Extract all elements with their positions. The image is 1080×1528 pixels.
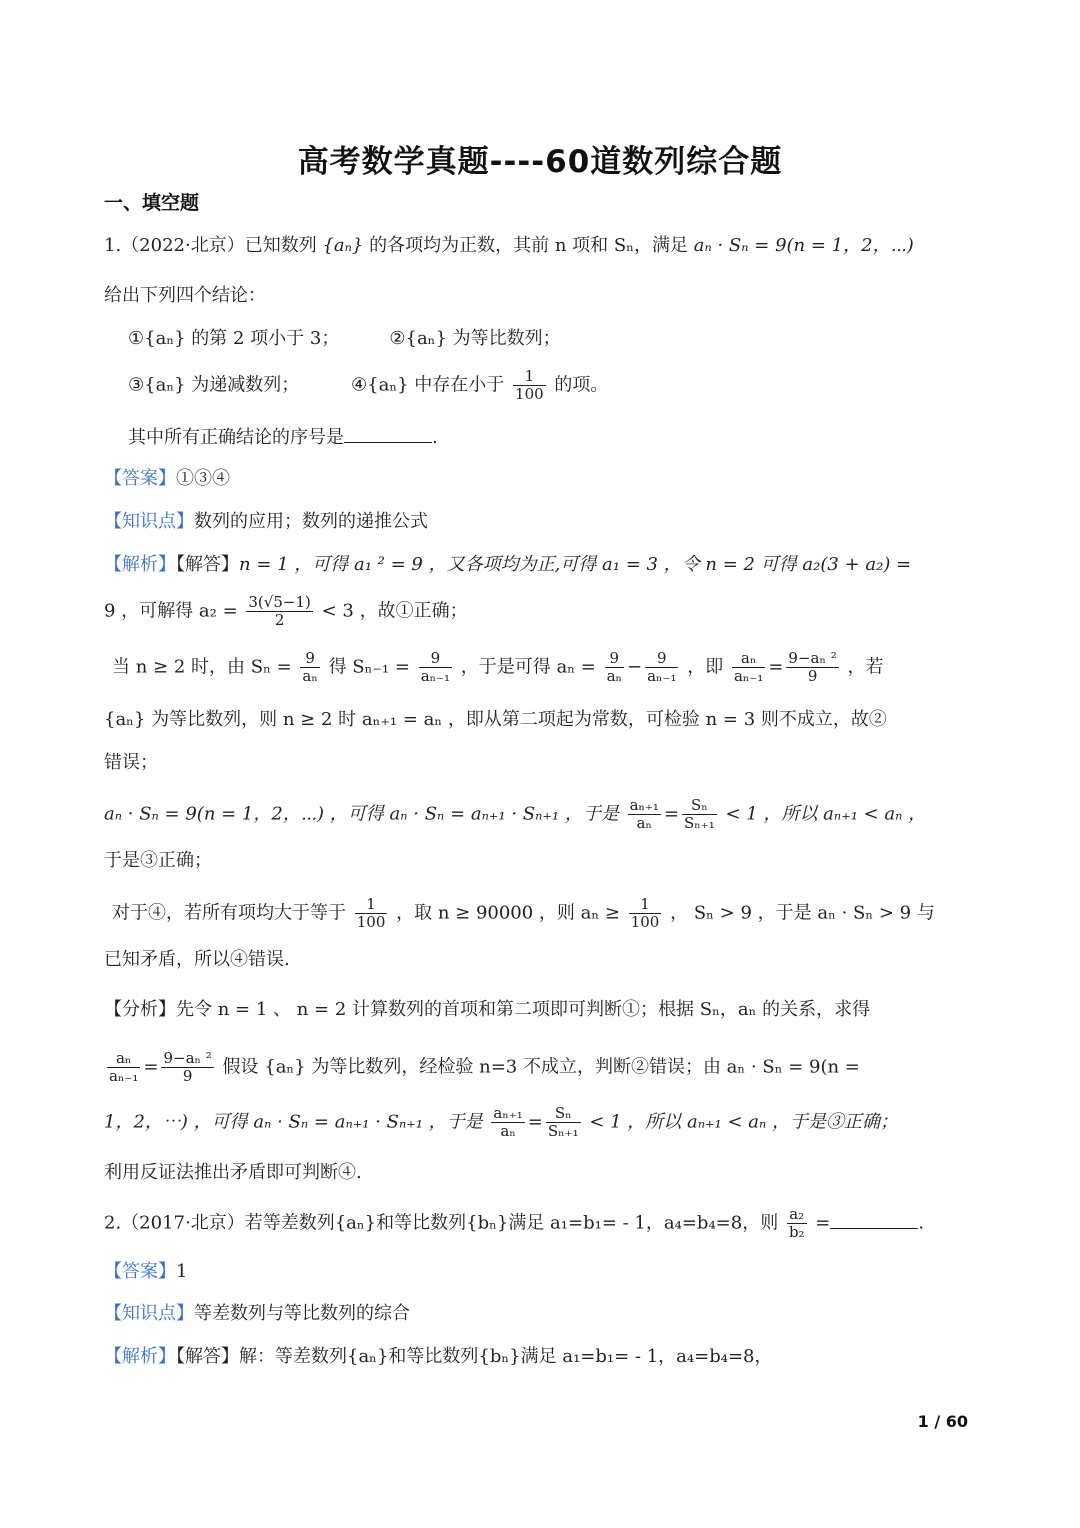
q1-solution-l4: {aₙ} 为等比数列，则 n ≥ 2 时 aₙ₊₁ = aₙ ，即从第二项起为常数，可检验 n = 3 则不成立，故② [104, 709, 887, 730]
q2-solution: 【解析】【解答】解：等差数列{aₙ}和等比数列{bₙ}满足 a₁=b₁= - 1，a₄=b₄=8， [104, 1346, 773, 1367]
answer-blank [344, 424, 432, 443]
q1-analysis-l2: $\frac{\text{aₙ}}{\text{aₙ₋₁}}$ = $\frac{\text{9−aₙ ²}}{9}$ 假设 {aₙ} 为等比数列，经检验 n=3 不成立，判断②错误；由 aₙ · Sₙ = 9(n = [109, 1049, 860, 1085]
q2-stem: 2.（2017·北京）若等差数列{aₙ}和等比数列{bₙ}满足 a₁=b₁= - 1，a₄=b₄=8，则 $\frac{\text{a₂}}{\text{b₂}}$ = . [104, 1205, 925, 1241]
q1-analysis-l3: 1，2，⋯) ，可得 aₙ · Sₙ = aₙ₊₁ · Sₙ₊₁ ，于是 $\frac{\text{aₙ₊₁}}{\text{aₙ}}$ = $\frac{\text{Sₙ}}{\text{Sₙ₊₁}}$ < 1 ，所以 aₙ₊₁ < aₙ ，于是③正确； [104, 1104, 899, 1140]
page-title: 高考数学真题----60道数列综合题 [297, 144, 783, 180]
q1-solution-l1: 【解析】【解答】n = 1 ，可得 a₁ ² = 9 ，又各项均为正,可得 a₁ = 3 ，令 n = 2 可得 a₂(3 + a₂) = [104, 554, 912, 575]
q1-solution-l3: 当 n ≥ 2 时，由 Sₙ = $\frac{9}{\text{aₙ}}$ 得 Sₙ₋₁ = $\frac{9}{\text{aₙ₋₁}}$ ，于是可得 aₙ = $\frac{9}{\text{aₙ}}$ − $\frac{9}{\text{aₙ₋₁}}$ ，即 $\frac{\text{aₙ}}{\text{aₙ₋₁}}$ = $\frac{\text{9−aₙ ²}}{9}$ ，若 [112, 649, 884, 685]
q1-ask: 其中所有正确结论的序号是 . [128, 424, 1008, 451]
q1-solution-l8: 对于④，若所有项均大于等于 $\frac{1}{100}$ ，取 n ≥ 90000 ，则 aₙ ≥ $\frac{1}{100}$ ， Sₙ > 9 ，于是 aₙ · Sₙ > 9 与 [112, 895, 935, 931]
q1-answer: 【答案】①③④ [104, 468, 230, 489]
q1-solution-l9: 已知矛盾，所以④错误. [104, 949, 290, 970]
q1-solution-l5: 错误； [104, 752, 158, 773]
section-heading: 一、填空题 [104, 192, 200, 214]
q1-solution-l7: 于是③正确； [104, 850, 212, 871]
q2-knowledge: 【知识点】等差数列与等比数列的综合 [104, 1303, 410, 1324]
page-number: 1 / 60 [917, 1412, 968, 1431]
q1-stem: 1.（2022·北京）已知数列 {aₙ} 的各项均为正数，其前 n 项和 Sₙ，满足 aₙ · Sₙ = 9(n = 1，2，⋯) [104, 235, 914, 256]
q1-conclusions-row2: ③{aₙ} 为递减数列； ④{aₙ} 中存在小于 $\frac{1}{100}$ 的项。 [128, 367, 609, 403]
q1-solution-l2: 9 ，可解得 a₂ = $\frac{3(√5-1)}{2}$ < 3 ，故①正确； [104, 593, 468, 629]
fraction-1-100: $\frac{1}{100}$ [515, 367, 544, 403]
q1-intro: 给出下列四个结论： [104, 285, 266, 306]
q1-conclusions-row1: ①{aₙ} 的第 2 项小于 3； ②{aₙ} 为等比数列； [128, 328, 561, 349]
q2-answer: 【答案】1 [104, 1261, 188, 1282]
q1-analysis-l1: 【分析】先令 n = 1 、 n = 2 计算数列的首项和第二项即可判断①；根据 Sₙ，aₙ 的关系，求得 [104, 999, 871, 1020]
q1-solution-l6: aₙ · Sₙ = 9(n = 1，2，⋯) ，可得 aₙ · Sₙ = aₙ₊₁ · Sₙ₊₁ ，于是 $\frac{\text{aₙ₊₁}}{\text{aₙ}}$ = $\frac{\text{Sₙ}}{\text{Sₙ₊₁}}$ < 1 ，所以 aₙ₊₁ < aₙ ， [104, 796, 927, 832]
answer-blank [830, 1210, 918, 1229]
q1-knowledge: 【知识点】数列的应用；数列的递推公式 [104, 511, 428, 532]
q1-analysis-l4: 利用反证法推出矛盾即可判断④. [104, 1162, 362, 1183]
